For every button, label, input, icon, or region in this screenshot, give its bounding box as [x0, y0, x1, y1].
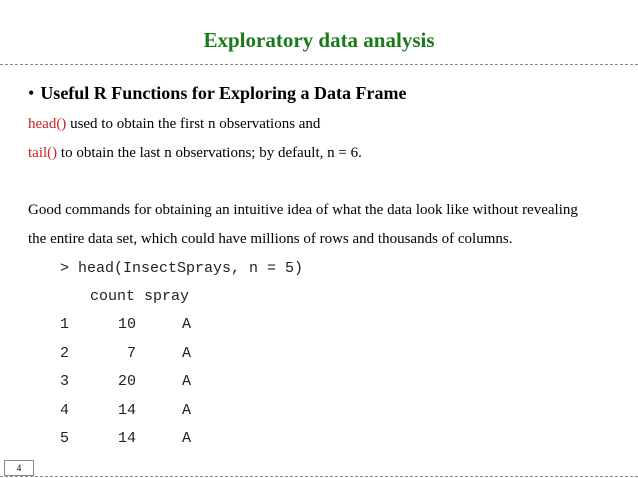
row-count: 14: [117, 402, 136, 419]
row-spray: A: [182, 430, 192, 447]
page-number: 4: [4, 460, 34, 476]
tail-function-name: tail(): [28, 145, 58, 161]
table-header: count spray: [90, 288, 190, 305]
row-count: 10: [117, 316, 136, 333]
table-row: [0, 316, 638, 336]
row-index: 2: [60, 345, 70, 362]
tail-description: [28, 145, 362, 162]
section-heading: [28, 83, 406, 104]
head-description: [28, 116, 320, 133]
r-command: > head(InsectSprays, n = 5): [60, 260, 304, 277]
bullet-glyph: •: [28, 83, 35, 103]
row-count: 7: [126, 345, 136, 362]
head-description-text: used to obtain the first n observations and: [66, 116, 321, 132]
bottom-divider: [0, 476, 638, 477]
row-index: 5: [60, 430, 70, 447]
table-row: [0, 345, 638, 365]
paragraph-line-2: the entire data set, which could have millions of rows and thousands of columns.: [28, 231, 513, 247]
row-spray: A: [182, 402, 192, 419]
row-index: 1: [60, 316, 70, 333]
paragraph-line-1: Good commands for obtaining an intuitive idea of what the data look like without revealing: [28, 202, 578, 218]
top-divider: [0, 64, 638, 65]
heading-text: Useful R Functions for Exploring a Data Frame: [40, 83, 407, 103]
row-index: 4: [60, 402, 70, 419]
row-index: 3: [60, 373, 70, 390]
head-function-name: head(): [28, 116, 67, 132]
table-row: [0, 373, 638, 393]
row-count: 14: [117, 430, 136, 447]
row-spray: A: [182, 316, 192, 333]
slide-title: Exploratory data analysis: [203, 28, 435, 52]
table-row: [0, 402, 638, 422]
tail-description-text: to obtain the last n observations; by default, n = 6.: [57, 145, 362, 161]
row-count: 20: [117, 373, 136, 390]
row-spray: A: [182, 345, 192, 362]
table-row: [0, 430, 638, 450]
row-spray: A: [182, 373, 192, 390]
